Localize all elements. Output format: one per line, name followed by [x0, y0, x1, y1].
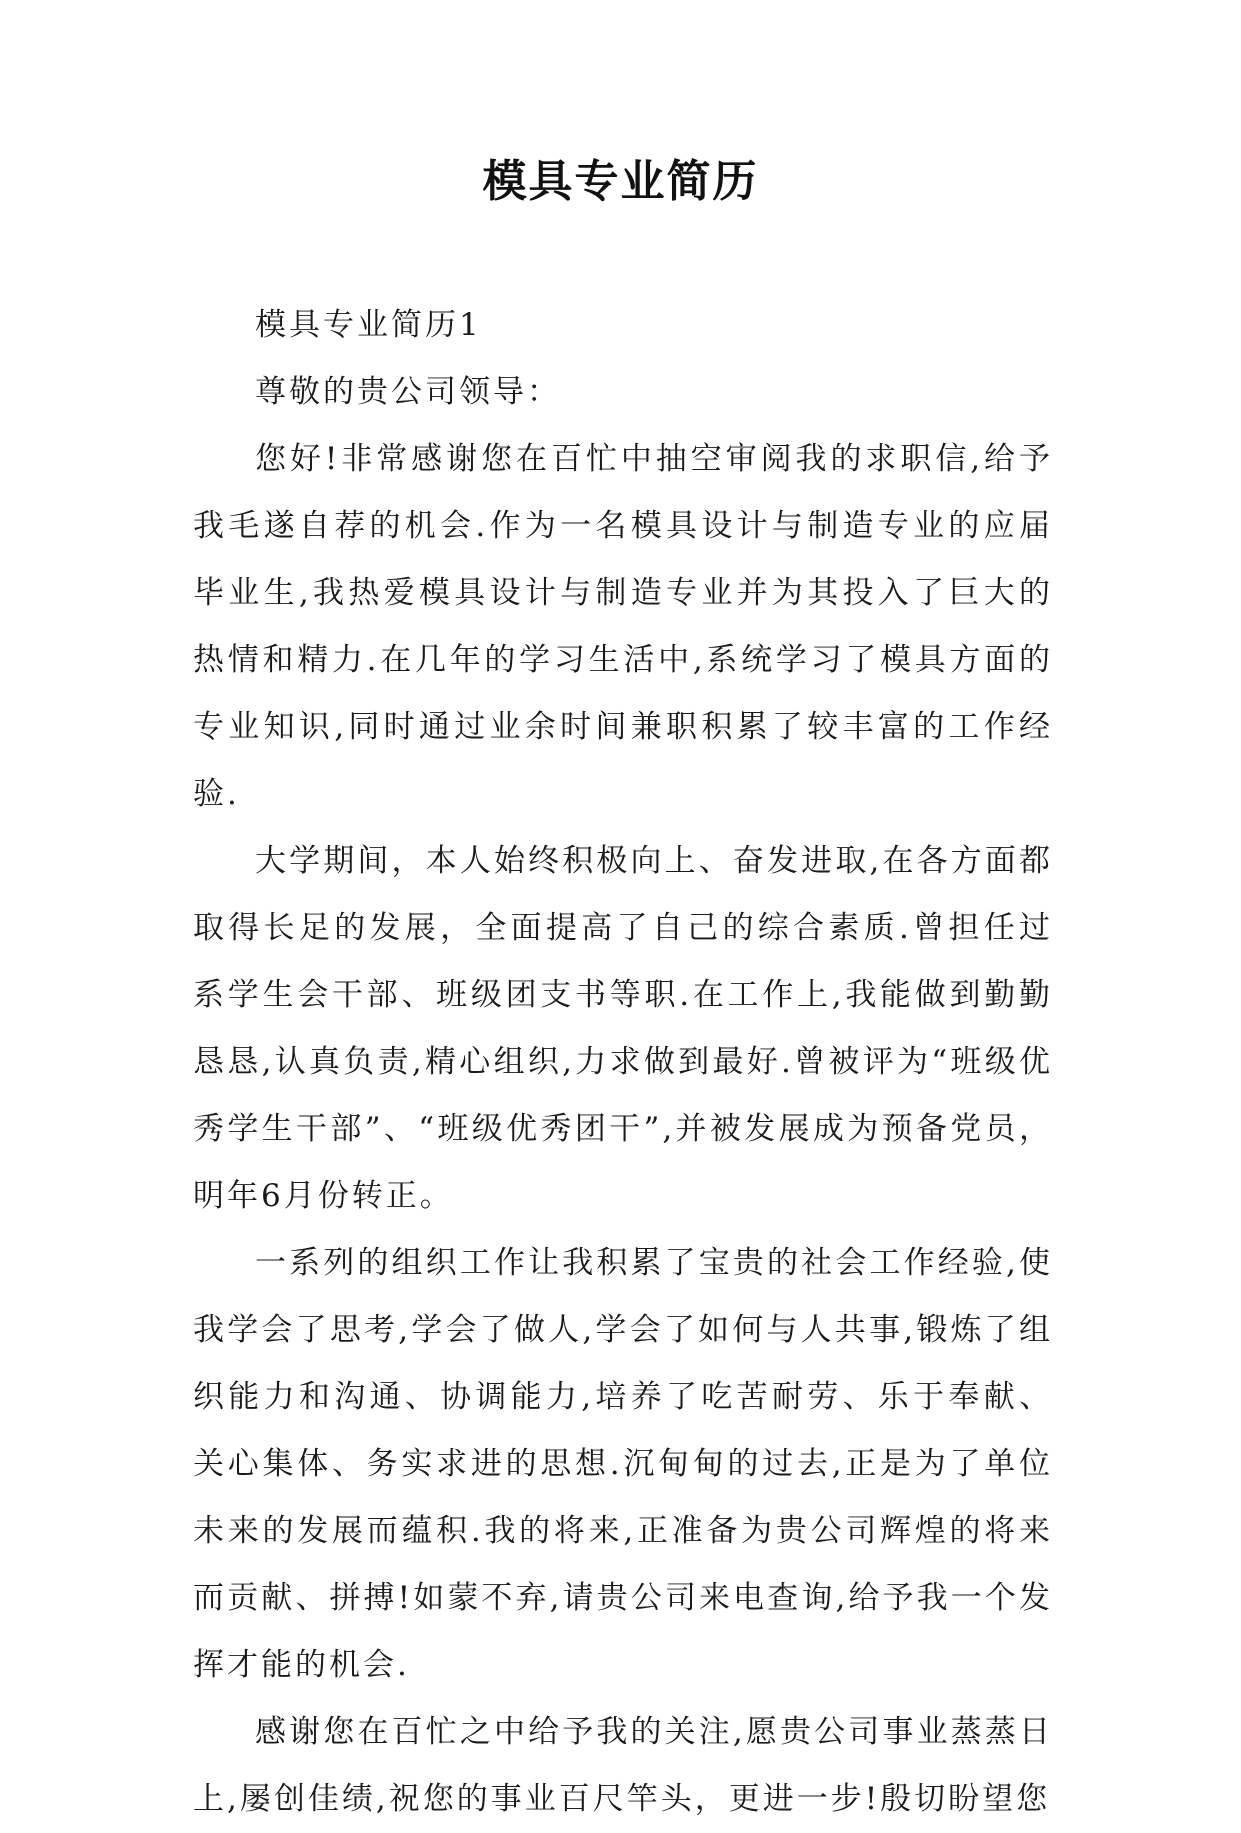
- salutation: 尊敬的贵公司领导：: [255, 374, 561, 410]
- body-paragraph: 大学期间，本人始终积极向上、奋发进取,在各方面都取得长足的发展，全面提高了自己的综合素质.曾担任过系学生会干部、班级团支书等职.在工作上,我能做到勤勤恳恳,认真负责,精心组织,力求做到最好.曾被评为“班级优秀学生干部”、“班级优秀团干”,并被发展成为预备党员，明年6月份转正。: [193, 843, 1053, 1214]
- body-paragraph: 您好!非常感谢您在百忙中抽空审阅我的求职信,给予我毛遂自荐的机会.作为一名模具设计与制造专业的应届毕业生,我热爱模具设计与制造专业并为其投入了巨大的热情和精力.在几年的学习生活中,系统学习了模具方面的专业知识,同时通过业余时间兼职积累了较丰富的工作经验.: [193, 441, 1053, 812]
- section-heading: 模具专业简历1: [255, 307, 482, 343]
- document-body: [193, 292, 1053, 1833]
- body-paragraph: 感谢您在百忙之中给予我的关注,愿贵公司事业蒸蒸日上,屡创佳绩,祝您的事业百尺竿头，更进一步!殷切盼望您: [193, 1714, 1053, 1817]
- document-title: 模具专业简历: [482, 156, 759, 207]
- body-paragraph: 一系列的组织工作让我积累了宝贵的社会工作经验,使我学会了思考,学会了做人,学会了如何与人共事,锻炼了组织能力和沟通、协调能力,培养了吃苦耐劳、乐于奉献、关心集体、务实求进的思想.沉甸甸的过去,正是为了单位未来的发展而蕴积.我的将来,正准备为贵公司辉煌的将来而贡献、拼搏!如蒙不弃,请贵公司来电查询,给予我一个发挥才能的机会.: [193, 1245, 1053, 1683]
